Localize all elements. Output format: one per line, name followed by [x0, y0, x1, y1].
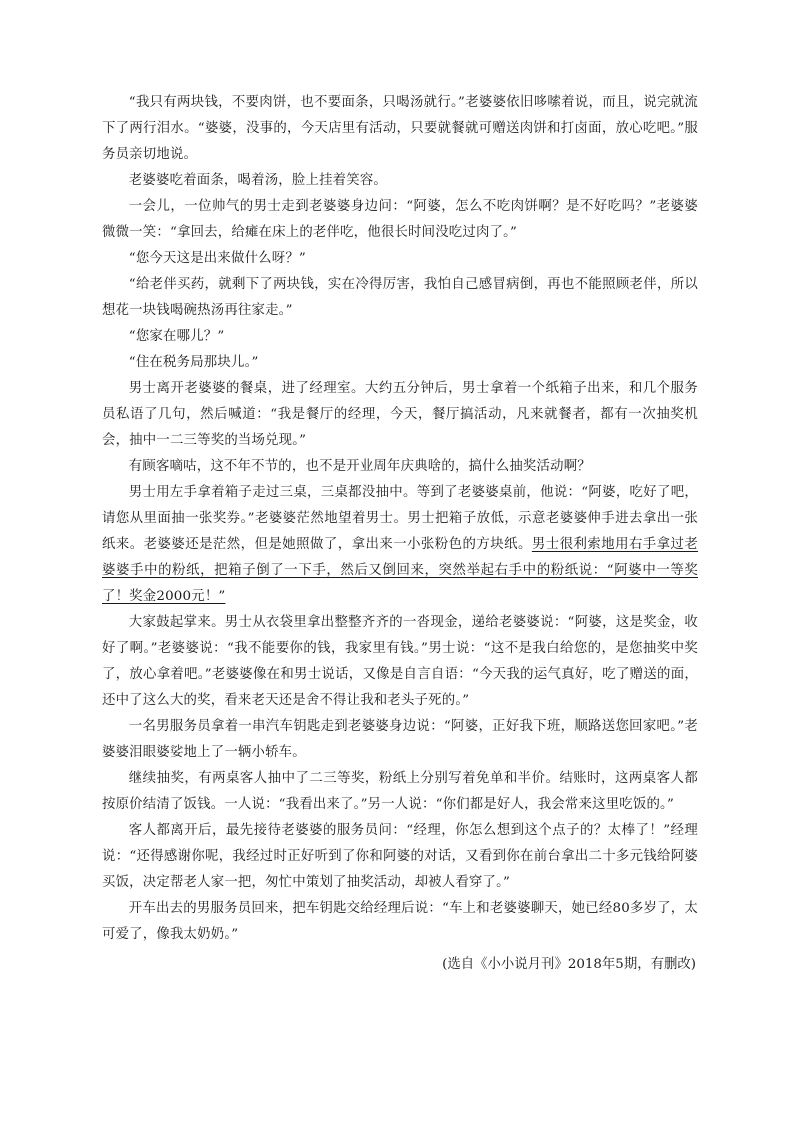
paragraph-4: “您今天这是出来做什么呀？”: [128, 251, 306, 266]
underlined-sentence: 男士很利索地用右手拿过老婆婆手中的粉纸，把箱子倒了一下手，然后又倒回来，突然举起右手中的粉纸说：“阿婆中一等奖了！奖金2000元！”: [102, 537, 698, 604]
paragraph-7: “住在税务局那块儿。”: [128, 355, 259, 370]
paragraph-11: 大家鼓起掌来。男士从衣袋里拿出整整齐齐的一沓现金，递给老婆婆说：“阿婆，这是奖金，收好了啊。”老婆婆说：“我不能要你的钱，我家里有钱。”男士说：“这不是我白给您的，是您抽奖中奖了，放心拿着吧。”老婆婆像在和男士说话，又像是自言自语：“今天我的运气真好，吃了赠送的面，还中了这么大的奖，看来老天还是舍不得让我和老头子死的。”: [102, 615, 698, 708]
paragraph-5: “给老伴买药，就剩下了两块钱，实在冷得厉害，我怕自己感冒病倒，再也不能照顾老伴，所以想花一块钱喝碗热汤再往家走。”: [102, 277, 698, 318]
paragraph-14: 客人都离开后，最先接待老婆婆的服务员问：“经理，你怎么想到这个点子的？太棒了！”经理说：“还得感谢你呢，我经过时正好听到了你和阿婆的对话，又看到你在前台拿出二十多元钱给阿婆买饭，决定帮老人家一把，匆忙中策划了抽奖活动，却被人看穿了。”: [102, 823, 698, 890]
paragraph-10: [102, 480, 698, 610]
paragraph-10-text: 男士用左手拿着箱子走过三桌，三桌都没抽中。等到了老婆婆桌前，他说：“阿婆，吃好了吧，请您从里面抽一张奖券。”老婆婆茫然地望着男士。男士把箱子放低，示意老婆婆伸手进去拿出一张纸来。老婆婆还是茫然，但是她照做了，拿出来一小张粉色的方块纸。: [102, 485, 698, 552]
paragraph-1: “我只有两块钱，不要肉饼，也不要面条，只喝汤就行。”老婆婆依旧哆嗦着说，而且，说完就流下了两行泪水。“婆婆，没事的，今天店里有活动，只要就餐就可赠送肉饼和打卤面，放心吃吧。”服务员亲切地说。: [102, 95, 698, 162]
paragraph-2: 老婆婆吃着面条，喝着汤，脸上挂着笑容。: [128, 173, 388, 188]
paragraph-9: 有顾客嘀咕，这不年不节的，也不是开业周年庆典啥的，搞什么抽奖活动啊？: [128, 459, 591, 474]
source-citation: (选自《小小说月刊》2018年5期，有删改): [442, 957, 696, 972]
paragraph-3: 一会儿，一位帅气的男士走到老婆婆身边问：“阿婆，怎么不吃肉饼啊？是不好吃吗？”老婆婆微微一笑：“拿回去，给瘫在床上的老伴吃，他很长时间没吃过肉了。”: [102, 199, 698, 240]
paragraph-6: “您家在哪儿？”: [128, 329, 225, 344]
paragraph-8: 男士离开老婆婆的餐桌，进了经理室。大约五分钟后，男士拿着一个纸箱子出来，和几个服务员私语了几句，然后喊道：“我是餐厅的经理，今天，餐厅搞活动，凡来就餐者，都有一次抽奖机会，抽中一二三等奖的当场兑现。”: [102, 381, 698, 448]
paragraph-12: 一名男服务员拿着一串汽车钥匙走到老婆婆身边说：“阿婆，正好我下班，顺路送您回家吧。”老婆婆泪眼婆娑地上了一辆小轿车。: [102, 719, 698, 760]
paragraph-15: 开车出去的男服务员回来，把车钥匙交给经理后说：“车上和老婆婆聊天，她已经80多岁了，太可爱了，像我太奶奶。”: [102, 901, 698, 942]
paragraph-13: 继续抽奖，有两桌客人抽中了二三等奖，粉纸上分别写着免单和半价。结账时，这两桌客人都按原价结清了饭钱。一人说：“我看出来了。”另一人说：“你们都是好人，我会常来这里吃饭的。”: [102, 771, 698, 812]
